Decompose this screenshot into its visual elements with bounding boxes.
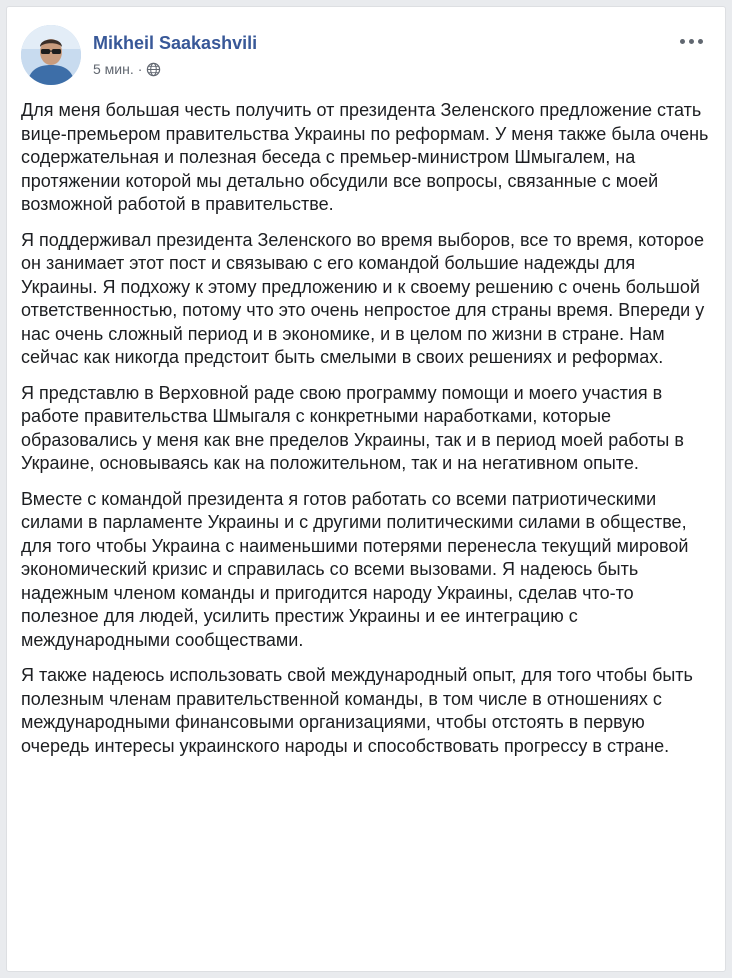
post-paragraph: Для меня большая честь получить от президента Зеленского предложение стать вице-премьером правительства Украины по реформам. У меня также была очень содержательная и полезная беседа с премьер-министром Шмыгалем, на протяжении которой мы детально обсудили все вопросы, связанные с моей возможной работой в правительстве. — [21, 100, 709, 214]
author-name[interactable]: Mikheil Saakashvili — [93, 33, 258, 53]
meta-separator: · — [137, 61, 143, 77]
avatar[interactable] — [21, 25, 81, 85]
post-timestamp[interactable]: 5 мин. — [93, 61, 134, 77]
post-paragraph: Вместе с командой президента я готов работать со всеми патриотическими силами в парламенте Украины и с другими политическими силами в обществе, для того чтобы Украина с наименьшими потерями перенесла текущий мировой экономический кризис и справилась со всеми вызовами. Я надеюсь быть надежным членом команды и пригодится народу Украины, сделав что-то полезное для людей, усилить престиж Украины и ее интеграцию с международными сообществами. — [21, 488, 689, 650]
more-options-icon[interactable] — [677, 31, 707, 51]
post-header — [21, 25, 711, 89]
post-paragraph: Я также надеюсь использовать свой международный опыт, для того чтобы быть полезным членам правительственной команды, в том числе в отношениях с международными финансовыми организациями, чтобы отстоять в первую очередь интересы украинского народы и способствовать прогрессу в стране. — [21, 665, 693, 756]
post-body — [21, 99, 713, 770]
globe-icon[interactable] — [146, 62, 161, 77]
post-meta — [93, 61, 161, 77]
facebook-post — [6, 6, 726, 972]
profile-photo-icon — [21, 25, 81, 85]
post-paragraph: Я поддерживал президента Зеленского во время выборов, все то время, которое он занимает этот пост и связываю с его командой большие надежды для Украины. Я подхожу к этому предложению и к своему решению с очень большой ответственностью, потому что это очень непростое для страны время. Впереди у нас очень сложный период и в экономике, и в целом по жизни в стране. Нам сейчас как никогда предстоит быть смелыми в своих решениях и реформах. — [21, 229, 705, 367]
post-paragraph: Я представлю в Верховной раде свою программу помощи и моего участия в работе правительства Шмыгаля с конкретными наработками, которые образовались у меня как вне пределов Украины, так и в период моей работы в Украине, основываясь как на положительном, так и на негативном опыте. — [21, 382, 684, 473]
